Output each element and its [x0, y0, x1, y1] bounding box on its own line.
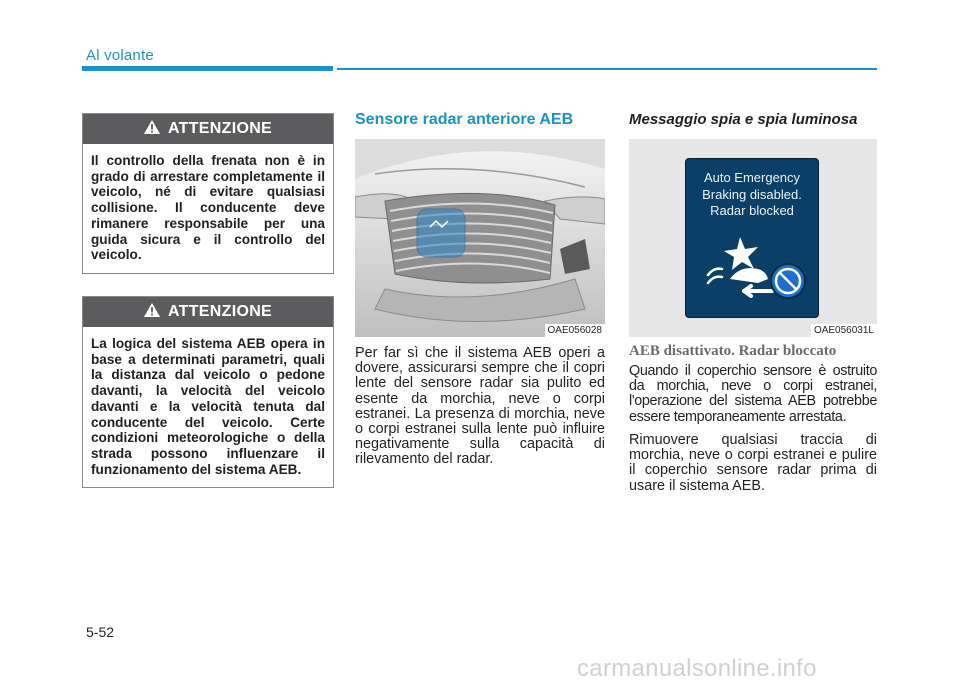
display-message [686, 170, 818, 220]
warning-triangle-icon [144, 120, 160, 139]
aeb-disabled-subtitle: AEB disattivato. Radar bloccato [629, 343, 837, 359]
display-line: Braking disabled. [702, 186, 802, 202]
section-header: Al volante [86, 47, 154, 64]
display-line: Auto Emergency [703, 170, 801, 185]
radar-sensor-paragraph: Per far sì che il sistema AEB operi a dovere, assicurarsi sempre che il copri lente del sensore radar sia pulito ed esente da morchia, neve o corpi estranei. La presenza di morchia, neve o corpi estranei sulla lente può influire negativamente sulla capacità di rilevamento del radar. [355, 345, 605, 468]
warning-header [83, 114, 333, 144]
image-code: OAE056031L [811, 324, 877, 337]
aeb-disabled-paragraph-2: Rimuovere qualsiasi traccia di morchia, neve o corpi estranei e pulire il coperchio sensore radar prima di usare il sistema AEB. [629, 432, 877, 494]
aeb-disabled-icon [700, 235, 810, 305]
page-number: 5-52 [86, 624, 115, 640]
warning-box-2 [82, 296, 334, 488]
header-rule-thin [337, 68, 877, 70]
car-front-image [355, 139, 605, 337]
aeb-disabled-paragraph-1: Quando il coperchio sensore è ostruito da morchia, neve o corpi estranei, l'operazione del sistema AEB potrebbe essere temporaneamente arrestata. [629, 363, 877, 425]
display-line: Radar blocked [710, 203, 794, 218]
warning-header [83, 297, 333, 327]
radar-sensor-title: Sensore radar anteriore AEB [355, 111, 574, 128]
image-code: OAE056028 [545, 324, 606, 337]
warning-heading: ATTENZIONE [167, 303, 273, 320]
warning-message-title: Messaggio spia e spia luminosa [629, 111, 858, 128]
warning-text: Il controllo della frenata non è in grado di arrestare completamente il veicolo, né di evitare qualsiasi collisione. Il conducente deve rimanere responsabile per una guida sicura e il controllo del veicolo. [91, 153, 325, 263]
warning-text: La logica del sistema AEB opera in base a determinati parametri, quali la distanza dal veicolo o pedone davanti, la velocità del veicolo davanti e la velocità tenuta dal conducente del veicolo. Certe condizioni meteorologiche o della strada possono influenzare il funzionamento del sistema AEB. [91, 336, 325, 477]
watermark: carmanualsonline.info [577, 655, 817, 682]
warning-triangle-icon [144, 303, 160, 322]
cluster-display-image [629, 139, 877, 337]
warning-box-1 [82, 113, 334, 274]
warning-heading: ATTENZIONE [167, 120, 273, 137]
header-rule-thick [82, 66, 333, 71]
car-front-illustration [355, 139, 605, 337]
cluster-display [685, 158, 819, 318]
